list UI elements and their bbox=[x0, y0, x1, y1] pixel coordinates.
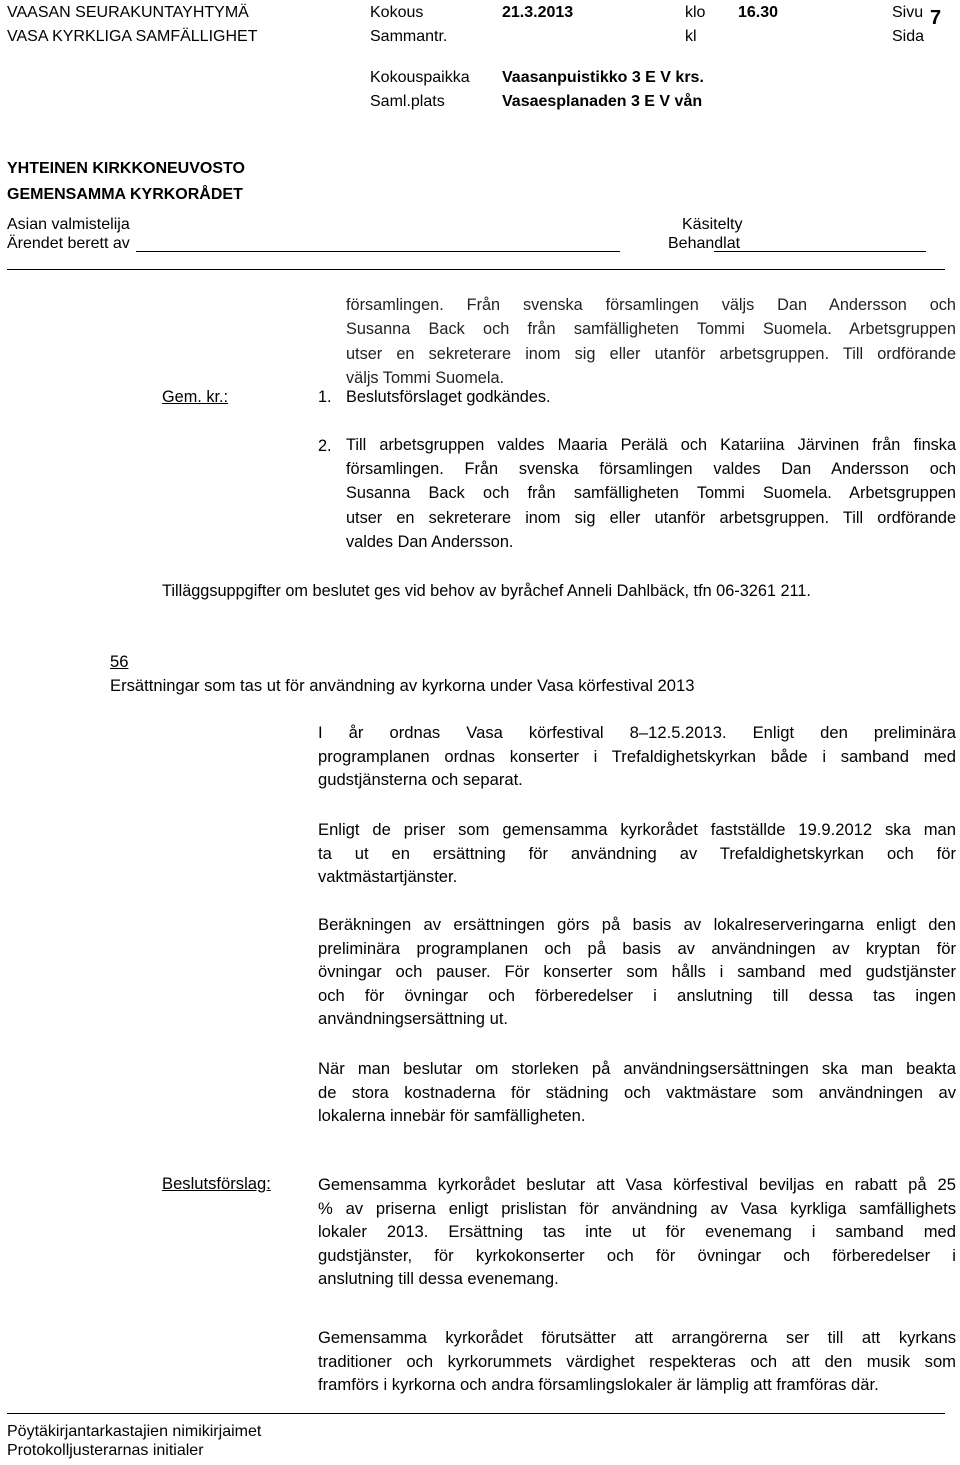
intro-line: väljs Tommi Suomela. bbox=[346, 369, 505, 388]
proposal-line: traditioner och kyrkorummets värdighet respekteras och att den musik som bbox=[318, 1351, 956, 1371]
meeting-label-sv: Sammantr. bbox=[370, 28, 448, 45]
venue-label-sv: Saml.plats bbox=[370, 93, 445, 110]
intro-line: Susanna Back och från samfälligheten Tommi Suomela. Arbetsgruppen bbox=[346, 320, 956, 339]
board-name-fi: YHTEINEN KIRKKONEUVOSTO bbox=[7, 160, 245, 177]
header-divider bbox=[7, 269, 945, 270]
org-name-sv: VASA KYRKLIGA SAMFÄLLIGHET bbox=[7, 28, 258, 45]
meeting-date: 21.3.2013 bbox=[502, 4, 574, 21]
body-paragraph bbox=[318, 1057, 956, 1128]
body-line: användningsersättning ut. bbox=[318, 1009, 509, 1029]
body-paragraph bbox=[318, 818, 956, 889]
decision-line: valdes Dan Andersson. bbox=[346, 532, 514, 551]
proposal-line: % av priserna enligt prislistan för användning av Vasa kyrkliga samfällighets bbox=[318, 1198, 956, 1218]
org-name-fi: VAASAN SEURAKUNTAYHTYMÄ bbox=[7, 4, 249, 21]
page-number: 7 bbox=[930, 7, 942, 29]
section-title: Ersättningar som tas ut för användning av kyrkorna under Vasa körfestival 2013 bbox=[110, 676, 695, 695]
body-line: gudstjänsterna och separat. bbox=[318, 770, 523, 790]
decision-item1-number: 1. bbox=[318, 388, 332, 406]
body-line: lokalerna innebär för samfälligheten. bbox=[318, 1106, 586, 1126]
body-line: övningar och pauser. För konserter som hålls i samband med gudstjänster bbox=[318, 962, 956, 982]
body-line: de stora kostnaderna för städning och vaktmästare som användningen av bbox=[318, 1082, 956, 1102]
proposal-line: Gemensamma kyrkorådet förutsätter att arrangörerna ser till att kyrkans bbox=[318, 1328, 956, 1347]
proposal-label: Beslutsförslag: bbox=[162, 1174, 271, 1193]
body-paragraph bbox=[318, 721, 956, 792]
footer-label-fi: Pöytäkirjantarkastajien nimikirjaimet bbox=[7, 1423, 262, 1440]
body-line: och för övningar och förberedelser i anslutning till dessa tas ingen bbox=[318, 985, 956, 1005]
body-paragraph bbox=[318, 913, 956, 1031]
decision-item2-text bbox=[346, 433, 956, 554]
body-line: I år ordnas Vasa körfestival 8–12.5.2013. Enligt den preliminära bbox=[318, 723, 956, 742]
intro-line: utser en sekreterare inom sig eller utanför arbetsgruppen. Till ordförande bbox=[346, 344, 956, 363]
preparer-label-sv: Ärendet berett av bbox=[7, 235, 130, 252]
handled-underline bbox=[714, 251, 926, 252]
decision-line: Till arbetsgruppen valdes Maaria Perälä och Katariina Järvinen från finska bbox=[346, 436, 956, 454]
venue-label-fi: Kokouspaikka bbox=[370, 69, 470, 86]
proposal-line: anslutning till dessa evenemang. bbox=[318, 1269, 559, 1289]
footer-divider bbox=[7, 1413, 945, 1414]
decision-line: församlingen. Från svenska församlingen valdes Dan Andersson och bbox=[346, 460, 956, 479]
handled-label-fi: Käsitelty bbox=[682, 216, 743, 233]
proposal-line: framförs i kyrkorna och andra församlingslokaler är lämplig att framföras där. bbox=[318, 1375, 879, 1395]
time-label-fi: klo bbox=[685, 4, 706, 21]
gem-kr-label: Gem. kr.: bbox=[162, 388, 229, 406]
proposal-line: lokaler 2013. Ersättning tas inte ut för evenemang i samband med bbox=[318, 1222, 956, 1242]
decision-line: Susanna Back och från samfälligheten Tommi Suomela. Arbetsgruppen bbox=[346, 484, 956, 503]
board-name-sv: GEMENSAMMA KYRKORÅDET bbox=[7, 186, 243, 203]
meeting-label-fi: Kokous bbox=[370, 4, 424, 21]
body-line: programplanen ordnas konserter i Trefaldighetskyrkan både i samband med bbox=[318, 746, 956, 766]
proposal-paragraph bbox=[318, 1173, 956, 1291]
decision-item2-number: 2. bbox=[318, 437, 332, 455]
intro-paragraph bbox=[346, 293, 956, 391]
decision-item1-text: Beslutsförslaget godkändes. bbox=[346, 388, 551, 406]
proposal-paragraph bbox=[318, 1326, 956, 1397]
preparer-label-fi: Asian valmistelija bbox=[7, 216, 130, 233]
page-label-fi: Sivu bbox=[892, 4, 924, 21]
body-line: preliminära programplanen och på basis av användningen av kryptan för bbox=[318, 938, 956, 958]
body-line: vaktmästartjänster. bbox=[318, 867, 458, 887]
proposal-line: gudstjänster, för kyrkokonserter och för övningar och förberedelser i bbox=[318, 1245, 956, 1265]
preparer-underline bbox=[136, 251, 620, 252]
body-line: ta ut en ersättning för användning av Trefaldighetskyrkan och för bbox=[318, 843, 956, 863]
section-number: 56 bbox=[110, 652, 129, 671]
page-label-sv: Sida bbox=[892, 28, 925, 45]
handled-label-sv: Behandlat bbox=[668, 235, 741, 252]
decision-line: utser en sekreterare inom sig eller utanför arbetsgruppen. Till ordförande bbox=[346, 508, 956, 527]
body-line: Beräkningen av ersättningen görs på basis av lokalreserveringarna enligt den bbox=[318, 915, 956, 934]
footer-label-sv: Protokolljusterarnas initialer bbox=[7, 1442, 204, 1459]
time-label-sv: kl bbox=[685, 28, 697, 45]
meeting-time: 16.30 bbox=[738, 4, 779, 21]
venue-value-fi: Vaasanpuistikko 3 E V krs. bbox=[502, 69, 704, 86]
additional-info: Tilläggsuppgifter om beslutet ges vid behov av byråchef Anneli Dahlbäck, tfn 06-3261 211. bbox=[162, 582, 811, 600]
proposal-line: Gemensamma kyrkorådet beslutar att Vasa körfestival beviljas en rabatt på 25 bbox=[318, 1175, 956, 1194]
body-line: Enligt de priser som gemensamma kyrkorådet fastställde 19.9.2012 ska man bbox=[318, 820, 956, 839]
intro-line: församlingen. Från svenska församlingen väljs Dan Andersson och bbox=[346, 296, 956, 314]
venue-value-sv: Vasaesplanaden 3 E V vån bbox=[502, 93, 703, 110]
body-line: När man beslutar om storleken på användningsersättningen ska man beakta bbox=[318, 1059, 956, 1078]
